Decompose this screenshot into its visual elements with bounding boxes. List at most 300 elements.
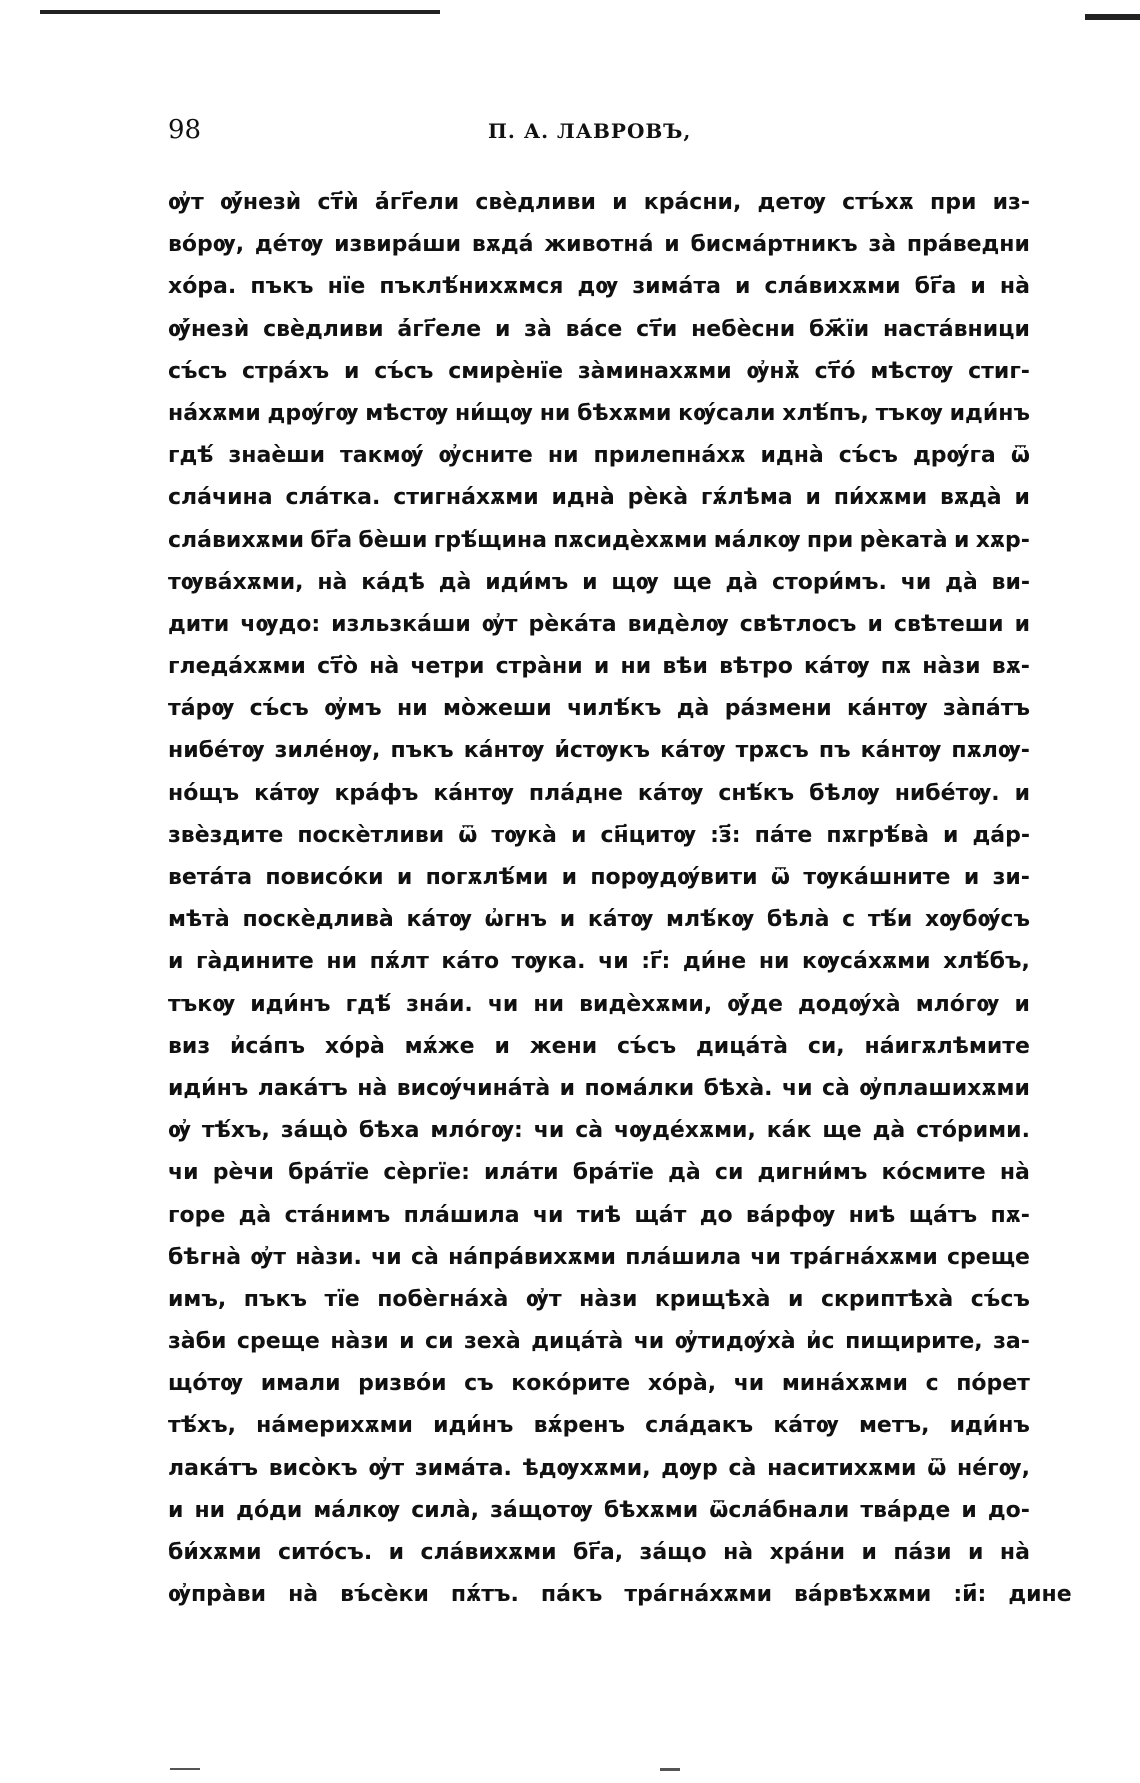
word: ща́т [634,1202,687,1228]
word: при [806,527,854,553]
word: ни́щѹ [454,400,533,426]
word: сла́вихѫми [168,527,305,553]
text-line [168,1245,1030,1287]
word: ва́се [565,316,623,342]
word: четри [410,654,485,680]
word: на̀ [999,274,1030,300]
word: ка́тѹ [254,780,320,806]
word: свѣтлосъ [739,611,857,637]
word: ни [194,1497,226,1523]
word: ка́нтѹ [846,696,928,722]
word: мо̀жеши [443,696,552,722]
word: имъ, [168,1286,227,1312]
word: сла́вихѫми [420,1540,557,1565]
word: дити [168,611,230,637]
word: ризво́и [358,1371,447,1397]
word: за̀би [168,1329,227,1355]
word: зима́та. [414,1455,512,1481]
word: жени [529,1033,598,1059]
word: тъкѹ [875,400,943,426]
word: за̀ [524,316,552,342]
word: гдѣ́ [168,443,214,469]
word: са̀ [575,1118,604,1144]
word: бѣгна̀ [168,1244,242,1270]
word: дрѹ́гѹ [267,400,359,426]
word: стиг- [968,358,1030,384]
word: сн҃цитѹ [600,822,697,848]
word: сто́рими. [916,1118,1030,1144]
text-line [168,359,1030,401]
word: сла́тка. [285,485,381,511]
word: на̀зи. [295,1244,362,1270]
word: и [494,1033,510,1059]
word: и [1014,780,1030,806]
word: и [1014,991,1030,1017]
word: зи- [992,865,1030,890]
word: бѐши [358,527,428,553]
word: порѹдѹ́вити [590,865,758,890]
word: на́игѫлѣмите [864,1033,1030,1059]
word: мѣстѹ [870,358,954,384]
word: вѣи [662,654,708,680]
word: кѹса́хѫми [802,949,931,975]
word: па́зи [893,1540,952,1565]
word: та́рѹ [168,696,235,722]
word: сила̀, [411,1497,479,1523]
text-line [168,1540,1030,1582]
word: :и҃: [953,1582,987,1608]
word: на́мерихѫми [256,1413,413,1439]
word: ѿ [770,865,791,890]
word: и [593,654,610,680]
word: мина́хѫми [781,1371,908,1397]
word: и [559,1075,576,1101]
text-line [168,274,1030,316]
word: вѣтро [719,654,793,680]
word: и [805,485,821,511]
word: да̀ [668,1160,701,1186]
word: и [396,865,413,890]
word: са̀ [821,1075,850,1101]
word: ѹ҆мъ [324,696,382,722]
word: бж҃їи [808,316,870,342]
word: чи [781,1075,813,1101]
text-line [168,823,1030,865]
word: имали [260,1371,341,1397]
word: ка́тѹ [406,907,472,933]
word: да̀ [676,696,710,722]
word: дигни́мъ [757,1160,868,1186]
word: детѹ [757,190,826,215]
text-line [168,401,1030,443]
word: иди́мъ [485,569,569,595]
word: ѹ҆т [368,1455,405,1481]
word: среще [947,1244,1030,1270]
scan-top-mark [1085,14,1140,20]
word: на́хѫми [168,400,261,426]
word: ва́рфѹ [745,1202,836,1228]
text-line [168,528,1030,570]
word: рѐката̀ [859,527,948,553]
word: ще [822,1118,862,1144]
word: чи [168,1160,199,1186]
word: въ́сѐки [340,1582,429,1608]
word: пѫлѹ- [951,738,1030,764]
word: стра̀ни [495,654,583,680]
word: сито́съ. [277,1540,373,1565]
word: вѫ́ренъ [533,1413,626,1439]
word: за- [993,1329,1030,1355]
word: ка́к [766,1118,812,1144]
word: пъ [818,738,851,764]
word: тъкѹ [168,991,236,1017]
word: за̀па́тъ [943,696,1030,722]
word: стигна́хѫми [393,485,539,511]
word: дѹ [577,274,619,300]
word: пѫгрѣ́ва̀ [826,822,929,848]
word: до- [987,1497,1030,1523]
word: извира́ши [334,232,462,258]
text-line [168,1034,1030,1076]
word: ви- [991,569,1030,595]
word: ила́ти [484,1160,559,1186]
word: и [953,527,970,553]
word: ѹ҆т [525,1286,562,1312]
text-line [168,1329,1030,1371]
word: знаѐши [228,443,326,469]
word: ѹ҆тидѹ́ха̀ [674,1329,796,1355]
word: на̀ [999,1540,1030,1565]
word: чѹдо: [240,611,321,637]
word: висо̀къ [268,1455,358,1481]
word: ста́нимъ [284,1202,391,1228]
word: иди́нъ [949,400,1030,426]
page-number: 98 [168,115,202,145]
word: ка́нтѹ [433,780,514,806]
word: бѣхѫми [577,400,672,426]
word: ни [397,696,428,722]
text-line [168,1118,1030,1160]
word: чи [533,1118,565,1144]
word: вета́та [168,865,253,890]
word: и [168,949,184,975]
word: идна̀ [551,485,615,511]
word: до [699,1202,733,1228]
word: не́гѹ, [957,1455,1030,1481]
word: ра́змени [724,696,832,722]
body-text [168,190,1072,1624]
word: горе [168,1202,226,1228]
word: тѣ́хъ, [201,1118,270,1144]
word: ди́не [682,949,747,975]
word: ма́лкѹ [313,1497,401,1523]
word: пъкъ [250,274,314,300]
word: ст҃о̀ [317,654,358,680]
word: на̀ [723,1540,754,1565]
word: и [559,907,576,933]
page-header [168,115,1030,155]
word: да̀ [872,1118,906,1144]
word: коко́рите [511,1371,631,1397]
word: на̀ [999,1160,1030,1186]
word: :г҃: [641,949,671,975]
word: мѫ́же [404,1033,475,1059]
text-line [168,696,1030,738]
text-line [168,612,1030,654]
word: де́тѹ [254,232,324,258]
word: на̀ [369,654,400,680]
word: рѐчи [212,1160,274,1186]
word: чи [371,1244,402,1270]
word: звѐздите [168,822,284,848]
word: кра́фъ [334,780,419,806]
word: тиѣ [576,1202,622,1228]
word: на̀зи [330,1329,389,1355]
word: видѐхѫми, [579,991,713,1017]
word: ни [533,991,565,1017]
word: съ́съ [249,696,309,722]
word: сла́вихѫми [764,274,901,300]
word: тѹка́шните [803,865,951,890]
word: ка́тѹ [637,780,704,806]
word: ни [620,654,652,680]
word: и [343,358,360,384]
word: ѣдѹхѫми, [522,1455,651,1481]
word: бѣхѫми [603,1497,699,1523]
word: сѐргїе: [383,1160,470,1186]
word: ѹ҆т [481,611,518,637]
word: ѹ҆́де [727,991,783,1017]
word: съ [464,1371,494,1397]
word: и [968,1540,984,1565]
word: би́хѫми [168,1540,262,1565]
word: ма́лкѹ [713,527,801,553]
text-line [168,1076,1030,1118]
text-line [168,1287,1030,1329]
word: са̀ [410,1244,439,1270]
word: ка́нтѹ [860,738,942,764]
word: и [1014,611,1030,637]
word: хо́ра̀, [647,1371,717,1397]
word: ѹ҆нѫ҆̀ [746,358,800,384]
scan-bottom-mark [170,1768,200,1770]
word: стори́мъ. [771,569,887,595]
word: пѫ [880,654,912,680]
word: и [1014,485,1030,511]
word: ѿ [927,1455,947,1481]
word: ѹ҆́незѝ [168,316,250,342]
word: кра́сни, [643,190,742,215]
word: бѣла̀ [766,907,830,933]
word: крищѣха̀ [654,1286,771,1312]
word: на̀зи [579,1286,638,1312]
word: иди́нъ [168,1075,249,1101]
word: на́пра́вихѫми [448,1244,616,1270]
word: идна̀ [760,443,824,469]
word: и [168,1497,184,1523]
word: и [867,611,883,637]
word: дѹр [661,1455,718,1481]
word: бг҃а, [573,1540,624,1565]
word: ниѣ [848,1202,896,1228]
word: поскѐдлива̀ [242,907,394,933]
word: бг҃а [310,527,353,553]
word: да́р- [972,822,1030,848]
word: наста́вници [882,316,1030,342]
word: ни [758,949,790,975]
text-line [168,738,1030,780]
word: лака́тъ [257,1075,348,1101]
word: и [970,274,986,300]
text-line [168,485,1030,527]
word: ко́смите [881,1160,986,1186]
word: чи [900,569,932,595]
word: ст҃ѝ [317,190,359,215]
text-line [168,1582,1072,1624]
word: и [664,232,680,258]
word: ни [326,949,358,975]
text-line [168,781,1030,823]
word: га̀дините [196,949,314,975]
word: дине [1008,1582,1072,1608]
word: пѫ́лт [369,949,429,975]
word: такмѹ́ [340,443,424,469]
word: тра́гна́хѫми [790,1244,938,1270]
word: съ́съ [617,1033,677,1059]
word: ка́тѹ [773,1413,839,1439]
text-line [168,992,1030,1034]
word: смирѐнїе [448,358,563,384]
word: видѐлѹ [627,611,729,637]
word: ѹ҆́незѝ [219,190,302,215]
word: лака́тъ [168,1455,259,1481]
word: с [842,907,856,933]
word: дица́та̀ [696,1033,788,1059]
word: а҆́гг҃еле [397,316,482,342]
word: чи [487,991,519,1017]
word: да̀ [725,569,759,595]
word: хо́ра̀ [324,1033,385,1059]
word: рѐка́та [528,611,617,637]
word: снѣ́къ [718,780,795,806]
word: сла́дакъ [645,1413,754,1439]
word: чи [598,949,629,975]
word: хлѣ́бъ, [943,949,1030,975]
word: на̀зи [922,654,981,680]
text-line [168,654,1030,696]
word: и [963,865,980,890]
word: и [861,1540,877,1565]
word: а҆́гг҃ели [374,190,460,215]
word: додѹ́ха̀ [797,991,901,1017]
word: ѡ҆гнъ [484,907,548,933]
word: пла́дне [528,780,623,806]
text-line [168,1498,1030,1540]
text-line [168,443,1030,485]
word: пъкъ [243,1286,307,1312]
word: и [561,865,577,890]
word: чи [733,1371,765,1397]
word: и҆с [806,1329,835,1355]
word: пома́лки [584,1075,695,1101]
running-title: П. А. ЛАВРОВЪ, [488,119,692,143]
word: зима́та [632,274,721,300]
word: за́що [639,1540,707,1565]
word: млѣ́кѹ [666,907,755,933]
word: вѫ- [991,654,1030,680]
word: тра́гна́хѫми [624,1582,772,1608]
text-line [168,907,1030,949]
word: са̀ [728,1455,757,1481]
word: поскѐтливи [297,822,445,848]
word: тѣ́и [867,907,913,933]
word: ни [539,400,571,426]
word: небѐсни [691,316,796,342]
word: на̀ [317,569,348,595]
word: па́къ [540,1582,603,1608]
word: пѫсидѐхѫми [553,527,708,553]
word: зеха̀ [464,1329,521,1355]
word: хѫр- [975,527,1030,553]
word: ка́нтѹ [463,738,545,764]
word: пѫ- [990,1202,1030,1228]
word: тѹка. [511,949,586,975]
word: свѐдливи [475,190,596,215]
word: повисо́ки [265,865,384,890]
word: и [494,316,511,342]
word: да̀ [238,1202,272,1228]
text-line [168,1160,1030,1202]
word: си [425,1329,454,1355]
word: иди́нъ [433,1413,514,1439]
word: гдѣ́ [345,991,392,1017]
word: до́ди [236,1497,303,1523]
word: хра́ни [769,1540,845,1565]
word: за̀минахѫми [577,358,732,384]
text-line [168,949,1030,991]
text-line [168,1413,1030,1455]
word: висѹ́чина́та̀ [396,1075,551,1101]
word: свѐдливи [263,316,384,342]
word: мѣта̀ [168,907,230,933]
word: бѣха̀. [703,1075,773,1101]
word: що́тѹ [168,1371,244,1397]
word: ѹ҆ [168,1118,191,1144]
word: па́те [754,822,813,848]
word: зиле́нѹ, [274,738,381,764]
word: съ́съ [168,358,228,384]
word: чи [633,1329,665,1355]
word: мло́гѹ: [430,1118,523,1144]
word: метъ, [858,1413,930,1439]
word: ва́рвѣхѫми [793,1582,932,1608]
word: тѹка̀ [491,822,557,848]
word: ни [547,443,579,469]
word: и [570,822,587,848]
word: рѐка̀ [627,485,689,511]
word: ѹ҆т [250,1244,287,1270]
word: вѫда́ [471,232,534,258]
word: ѿ [1010,443,1030,469]
word: при [930,190,977,215]
word: и [399,1329,415,1355]
word: пла́шила [403,1202,520,1228]
text-line [168,232,1030,274]
word: гѫ́лѣма [700,485,793,511]
word: хлѣ́пъ, [782,400,869,426]
word: по́рет [956,1371,1030,1397]
word: да̀ [438,569,472,595]
